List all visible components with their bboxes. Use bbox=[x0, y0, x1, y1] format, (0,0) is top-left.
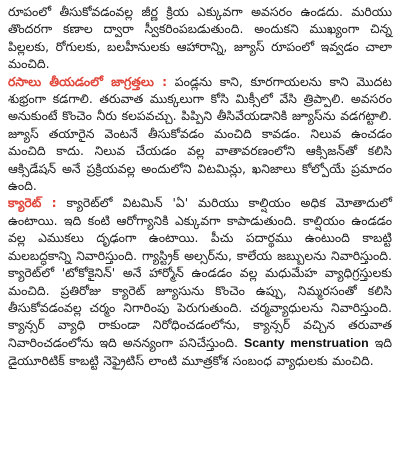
carrot-heading: క్యారెట్ : bbox=[8, 195, 57, 211]
intro-paragraph: రూపంలో తీసుకోవడంవల్ల జీర్ణ క్రియ ఎక్కువగా అవసరం ఉండదు. మరియు తొందరగా కణాల ద్వారా స్వీకరింపబడుతుంది. అందుకని ముఖ్యంగా చిన్న పిల్లలకు, రోగులకు, బలహీనులకు ఆహారాన్ని, జ్యూస్ రూపంలో ఇవ్వడం చాలా మంచిది. bbox=[8, 4, 392, 72]
juice-precautions-text: పండ్లను కాని, కూరగాయలను కాని మొదట శుభ్రంగా కడగాలి. తరువాత ముక్కలుగా కోసి మిక్సీలో వేసి త్రిప్పాలి. అవసరం అనుకుంటే కొంచెం నీరు కలపవచ్చు. పిప్పిని తీసివేయడానికి జ్యూస్‌ను వడగట్టాలి. జ్యూస్ తయారైన వెంటనే తీసుకోవడం మంచిది కావడం. నిలువ ఉంచడం మంచిది కాదు. నిలువ చేయడం వల్ల వాతావరణంలోని ఆక్సిజన్‌తో కలిసి ఆక్సిడేషన్ అనే ప్రక్రియవల్ల అందులోని విటమిన్లు, ఖనిజాలు కోల్పోయే ప్రమాదం ఉంది. bbox=[8, 73, 392, 194]
carrot-text-part2: ఇది డైయూరిటిక్ కాబట్టి నెఫ్రైటిస్ లాంటి మూత్రకోశ సంబంధ వ్యాధులకు మంచిది. bbox=[8, 334, 392, 369]
carrot-text-part1: క్యారెట్‌లో విటమిన్ 'ఏ' మరియు కాల్షియం అధిక మోతాదులో ఉంటాయి. ఇది కంటి ఆరోగ్యానికి ఎక్కువగా కాపాడుతుంది. కాల్షియం ఉండడం వల్ల ఎముకలు దృఢంగా ఉంటాయి. పీచు పదార్థము ఉంటుంది కాబట్టి మలబద్ధకాన్ని నివారిస్తుంది. గ్యాస్ట్రిక్ అల్సర్‌ను, కాలేయ జబ్బులను నివారిస్తుంది. క్యారెట్‌లో 'టోకోకైనిన్' అనే హార్మోన్ ఉండడం వల్ల మధుమేహ వ్యాధిగ్రస్తులకు మంచిది. ప్రతిరోజు క్యారెట్ జ్యూసును కొంచెం ఉప్పు, నిమ్మరసంతో కలిసి తీసుకోవడంవల్ల చర్మం నిగారింపు పెరుగుతుంది. చర్మవ్యాధులను నివారిస్తుంది. క్యాన్సర్ వ్యాధి రాకుండా నిరోధించడంలోను, క్యాన్సర్ వచ్చిన తరువాత నివారించడంలోను ఇది అనన్యంగా పనిచేస్తుంది. bbox=[8, 195, 392, 350]
scanty-menstruation-term: Scanty menstruation bbox=[244, 335, 369, 350]
juice-precautions-heading: రసాలు తీయడంలో జాగ్రత్తలు : bbox=[8, 73, 168, 89]
article-body bbox=[8, 3, 392, 370]
juice-precautions-paragraph bbox=[8, 73, 392, 195]
carrot-paragraph bbox=[8, 194, 392, 369]
